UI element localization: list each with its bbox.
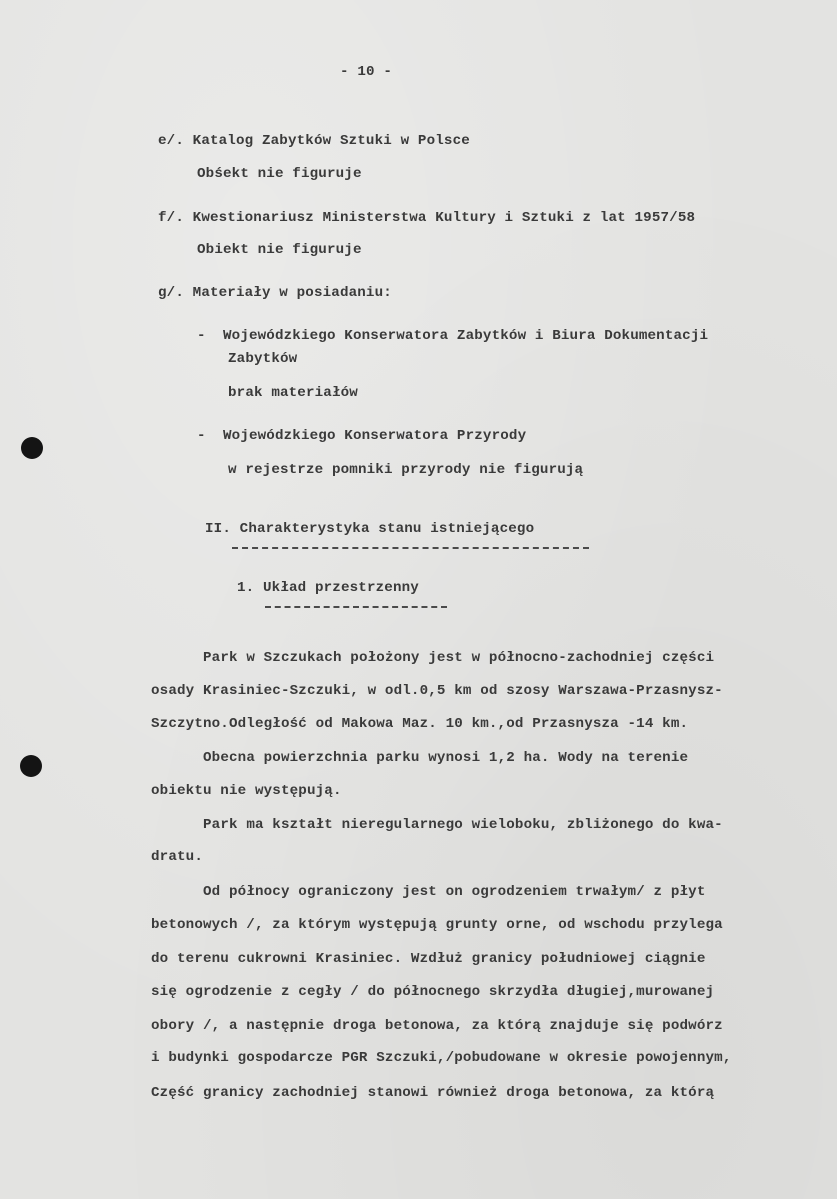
body-line-7: dratu.: [151, 849, 203, 865]
section-e-heading: e/. Katalog Zabytków Sztuki w Polsce: [158, 133, 470, 149]
body-line-5: obiektu nie występują.: [151, 783, 342, 799]
section-g-item-2-note: w rejestrze pomniki przyrody nie figurują: [228, 462, 584, 478]
body-line-9: betonowych /, za którym występują grunty orne, od wschodu przylega: [151, 917, 723, 933]
section-g-heading: g/. Materiały w posiadaniu:: [158, 285, 392, 301]
punch-hole-lower: [20, 755, 42, 777]
body-line-13: i budynki gospodarcze PGR Szczuki,/pobudowane w okresie powojennym,: [151, 1050, 732, 1066]
body-line-14: Część granicy zachodniej stanowi również droga betonowa, za którą: [151, 1085, 715, 1101]
section-g-item-1: - Wojewódzkiego Konserwatora Zabytków i Biura Dokumentacji: [197, 328, 709, 344]
body-line-2: osady Krasiniec-Szczuki, w odl.0,5 km od szosy Warszawa-Przasnysz-: [151, 683, 723, 699]
section-e-note: Obśekt nie figuruje: [197, 166, 362, 182]
page-number: - 10 -: [340, 64, 392, 80]
subsection-heading: 1. Układ przestrzenny: [237, 580, 419, 596]
body-line-11: się ogrodzenie z cegły / do północnego skrzydła długiej,murowanej: [151, 984, 715, 1000]
chapter-heading: II. Charakterystyka stanu istniejącego: [205, 521, 535, 537]
body-line-12: obory /, a następnie droga betonowa, za którą znajduje się podwórz: [151, 1018, 723, 1034]
section-g-item-1-note: brak materiałów: [228, 385, 358, 401]
body-line-1: Park w Szczukach położony jest w północno-zachodniej części: [203, 650, 715, 666]
punch-hole-upper: [21, 437, 43, 459]
subsection-heading-underline: [265, 606, 447, 608]
section-g-item-2: - Wojewódzkiego Konserwatora Przyrody: [197, 428, 527, 444]
body-line-3: Szczytno.Odległość od Makowa Maz. 10 km.,od Przasnysza -14 km.: [151, 716, 689, 732]
section-f-heading: f/. Kwestionariusz Ministerstwa Kultury i Sztuki z lat 1957/58: [158, 210, 696, 226]
body-line-6: Park ma kształt nieregularnego wieloboku, zbliżonego do kwa-: [203, 817, 723, 833]
chapter-heading-underline: [232, 547, 589, 549]
body-line-4: Obecna powierzchnia parku wynosi 1,2 ha. Wody na terenie: [203, 750, 689, 766]
section-g-item-1-cont: Zabytków: [228, 351, 298, 367]
body-line-10: do terenu cukrowni Krasiniec. Wzdłuż granicy południowej ciągnie: [151, 951, 706, 967]
section-f-note: Obiekt nie figuruje: [197, 242, 362, 258]
body-line-8: Od północy ograniczony jest on ogrodzeniem trwałym/ z płyt: [203, 884, 706, 900]
